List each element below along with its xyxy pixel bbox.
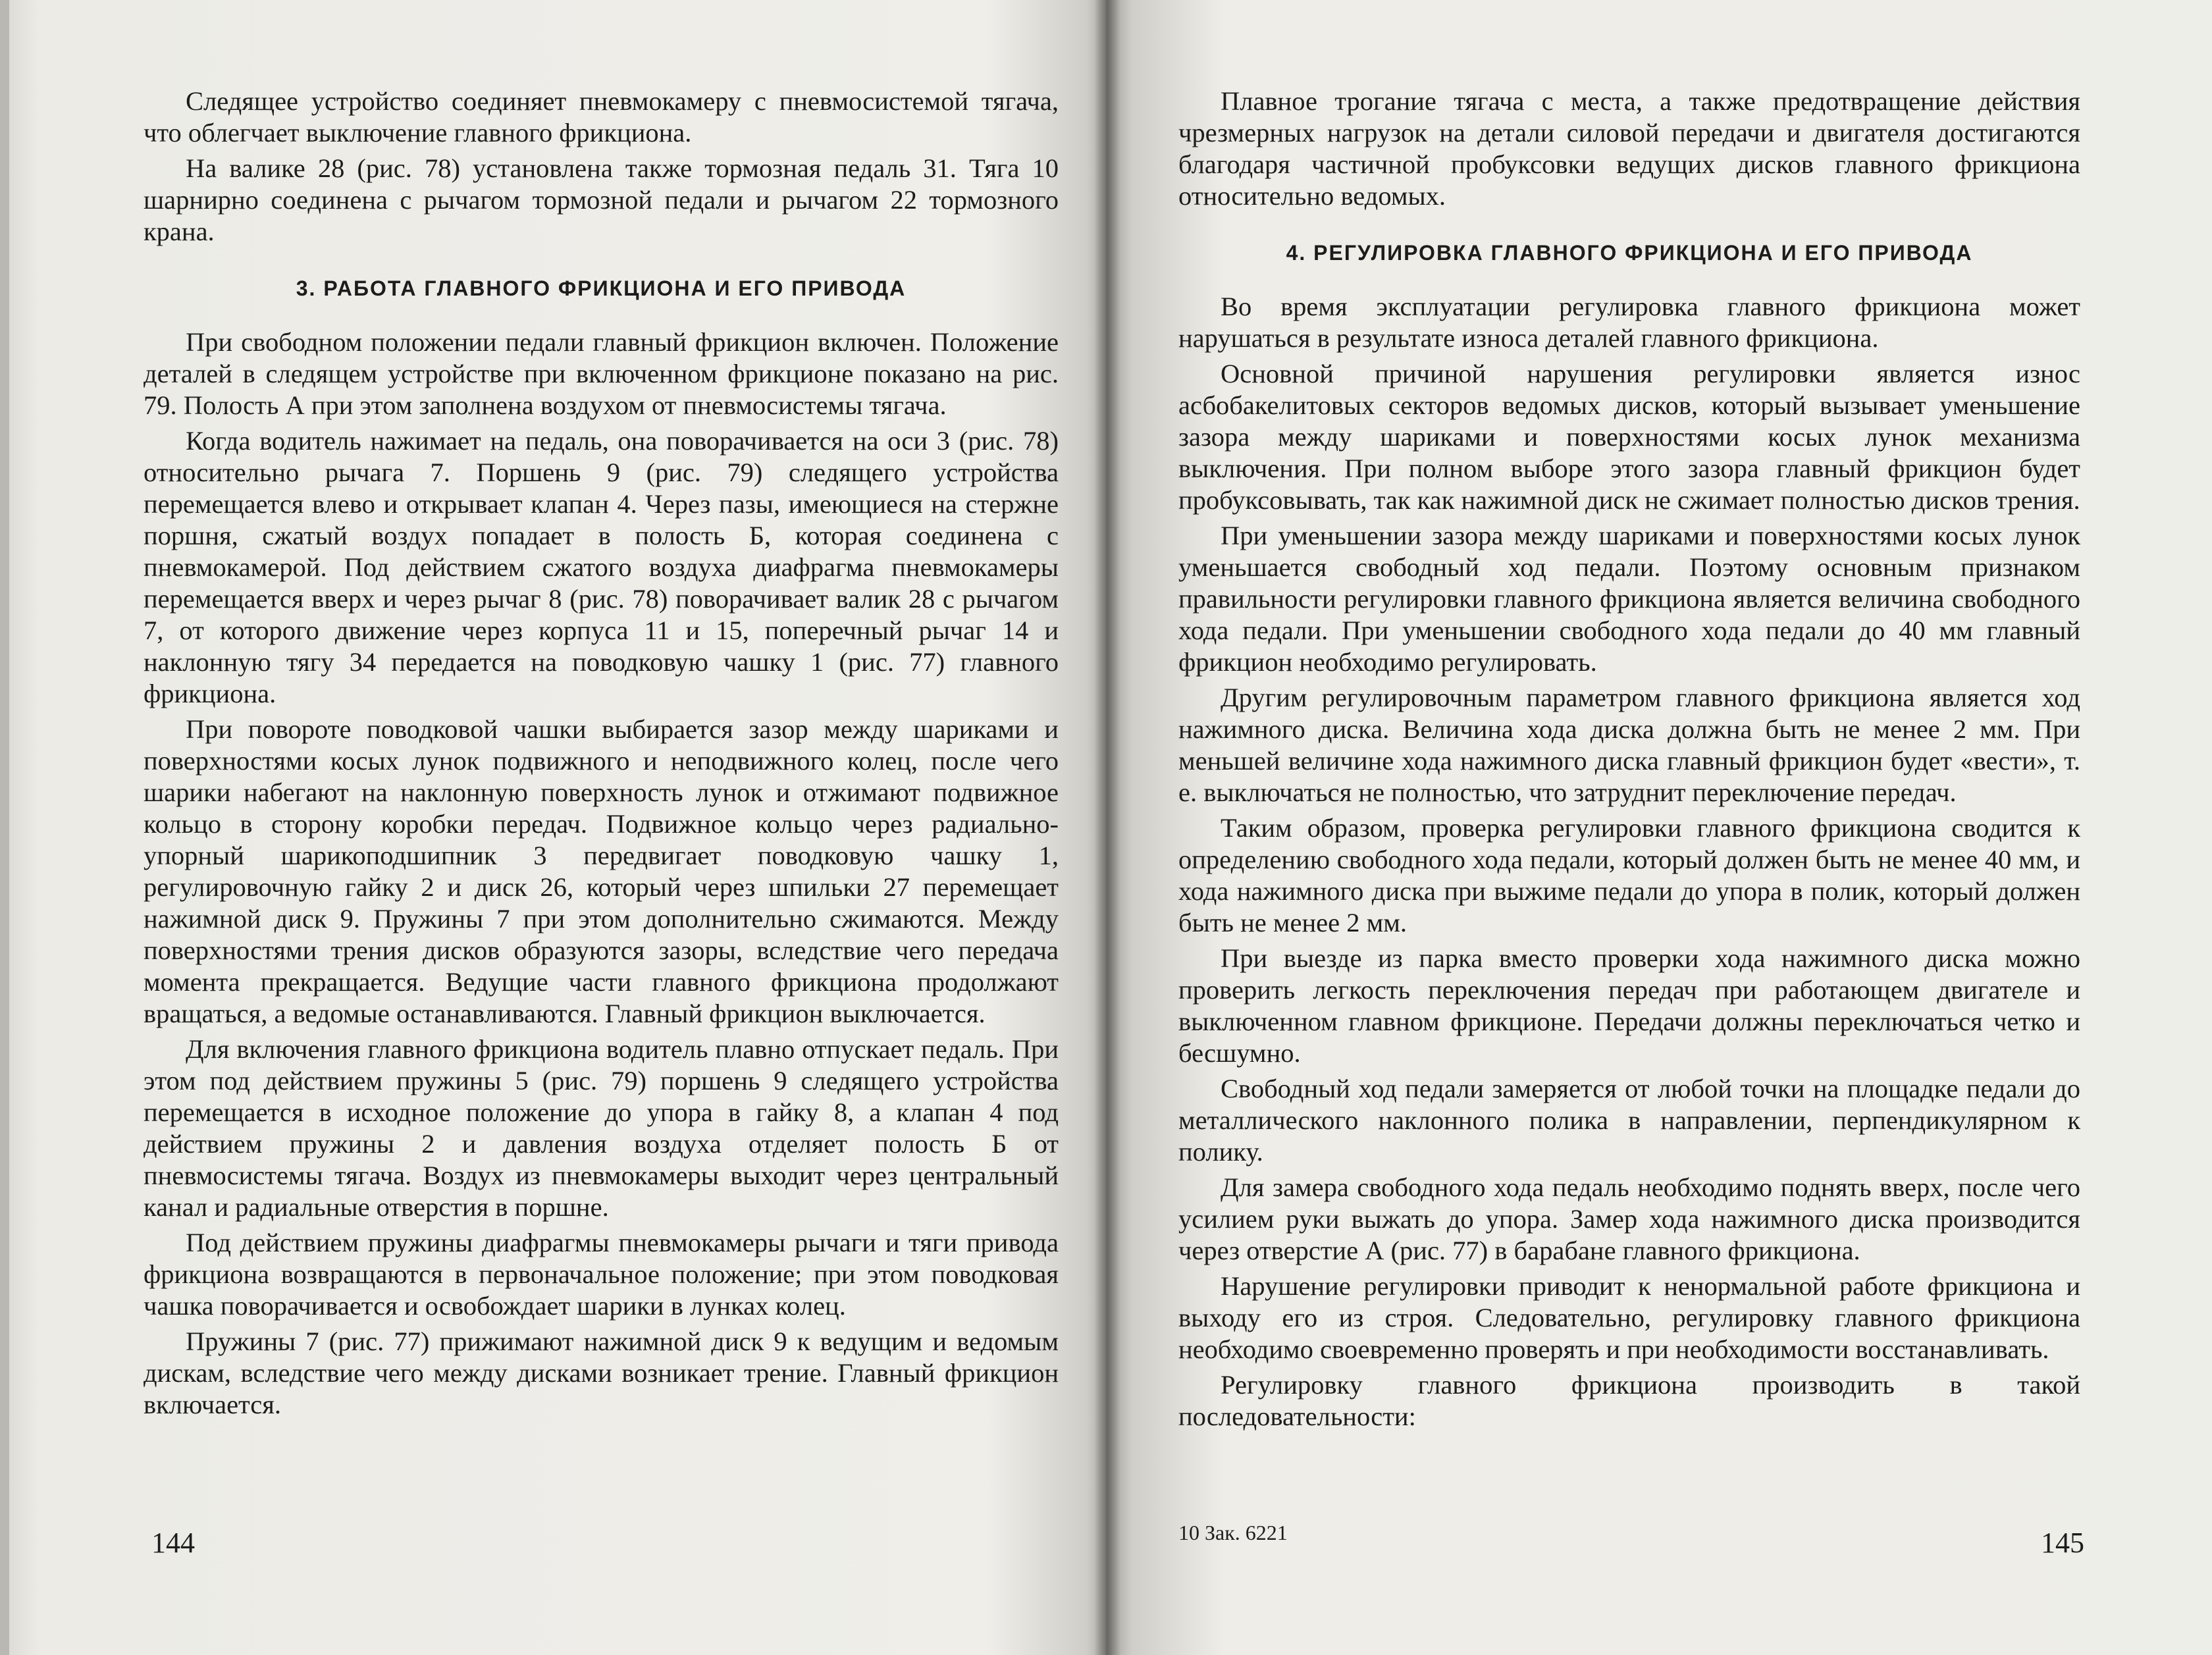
paragraph: Пружины 7 (рис. 77) прижимают нажимной диск 9 к ведущим и ведомым дискам, вследствие чего между дисками возникает трение. Главный фрикцион включается.: [144, 1327, 1059, 1419]
print-signature: 10 Зак. 6221: [1178, 1521, 1288, 1544]
paragraph: При уменьшении зазора между шариками и поверхностями косых лунок уменьшается свободный ход педали. Поэтому основным признаком правильности регулировки главного фрикциона является величина свободного хода педали. При уменьшении свободного хода педали до 40 мм главный фрикцион необходимо регулировать.: [1178, 521, 2080, 677]
page-number-right: 145: [2041, 1527, 2084, 1559]
paragraph: При повороте поводковой чашки выбирается зазор между шариками и поверхностями косых лунок подвижного и неподвижного колец, после чего шарики набегают на наклонную поверхность лунок и отжимают подвижное кольцо в сторону коробки передач. Подвижное кольцо через радиально-упорный шарикоподшипник 3 передвигает поводковую чашку 1, регулировочную гайку 2 и диск 26, который через шпильки 27 перемещает нажимной диск 9. Пружины 7 при этом дополнительно сжимаются. Между поверхностями трения дисков образуются зазоры, вследствие чего передача момента прекращается. Ведущие части главного фрикциона продолжают вращаться, а ведомые останавливаются. Главный фрикцион выключается.: [144, 714, 1059, 1028]
paragraph: При выезде из парка вместо проверки хода нажимного диска можно проверить легкость переключения передач при работающем двигателе и выключенном главном фрикционе. Передачи должны переключаться четко и бесшумно.: [1178, 943, 2080, 1068]
paragraph: На валике 28 (рис. 78) установлена также тормозная педаль 31. Тяга 10 шарнирно соединена с рычагом тормозной педали и рычагом 22 тормозного крана.: [144, 153, 1059, 246]
right-page-text: [1178, 86, 2080, 1436]
paragraph: Когда водитель нажимает на педаль, она поворачивается на оси 3 (рис. 78) относительно рычага 7. Поршень 9 (рис. 79) следящего устройства перемещается влево и открывает клапан 4. Через пазы, имеющиеся на стержне поршня, сжатый воздух попадает в полость Б, которая соединена с пневмокамерой. Под действием сжатого воздуха диафрагма пневмокамеры перемещается вверх и через рычаг 8 (рис. 78) поворачивает валик 28 с рычагом 7, от которого движение через корпуса 11 и 15, поперечный рычаг 14 и наклонную тягу 34 передается на поводковую чашку 1 (рис. 77) главного фрикциона.: [144, 426, 1059, 708]
paragraph: Таким образом, проверка регулировки главного фрикциона сводится к определению свободного хода педали, который должен быть не менее 40 мм, и хода нажимного диска при выжиме педали до упора в полик, который должен быть не менее 2 мм.: [1178, 813, 2080, 937]
book-edge: [0, 0, 9, 1655]
paragraph: Следящее устройство соединяет пневмокамеру с пневмосистемой тягача, что облегчает выключение главного фрикциона.: [144, 86, 1059, 147]
paragraph: Основной причиной нарушения регулировки является износ асбобакелитовых секторов ведомых дисков, который вызывает уменьшение зазора между шариками и поверхностями косых лунок механизма выключения. При полном выборе этого зазора главный фрикцион будет пробуксовывать, так как нажимной диск не сжимает полностью дисков трения.: [1178, 359, 2080, 515]
paragraph: Плавное трогание тягача с места, а также предотвращение действия чрезмерных нагрузок на детали силовой передачи и двигателя достигаются благодаря частичной пробуксовки ведущих дисков главного фрикциона относительно ведомых.: [1178, 86, 2080, 211]
paragraph: При свободном положении педали главный фрикцион включен. Положение деталей в следящем устройстве при включенном фрикционе показано на рис. 79. Полость А при этом заполнена воздухом от пневмосистемы тягача.: [144, 327, 1059, 420]
left-page-text: [144, 86, 1059, 1425]
paragraph: Другим регулировочным параметром главного фрикциона является ход нажимного диска. Величина хода диска должна быть не менее 2 мм. При меньшей величине хода нажимного диска главный фрикцион будет «вести», т. е. выключаться не полностью, что затруднит переключение передач.: [1178, 683, 2080, 807]
book-spine: [1094, 0, 1120, 1655]
page-number-left: 144: [151, 1527, 195, 1559]
paragraph: Для включения главного фрикциона водитель плавно отпускает педаль. При этом под действием пружины 5 (рис. 79) поршень 9 следящего устройства перемещается в исходное положение до упора в гайку 8, а клапан 4 под действием пружины 2 и давления воздуха отделяет полость Б от пневмосистемы тягача. Воздух из пневмокамеры выходит через центральный канал и радиальные отверстия в поршне.: [144, 1034, 1059, 1222]
paragraph: Во время эксплуатации регулировка главного фрикциона может нарушаться в результате износа деталей главного фрикциона.: [1178, 292, 2080, 353]
paragraph: Свободный ход педали замеряется от любой точки на площадке педали до металлического наклонного полика в направлении, перпендикулярном к полику.: [1178, 1074, 2080, 1167]
paragraph: Под действием пружины диафрагмы пневмокамеры рычаги и тяги привода фрикциона возвращаются в первоначальное положение; при этом поводковая чашка поворачивается и освобождает шарики в лунках колец.: [144, 1228, 1059, 1321]
paragraph: Нарушение регулировки приводит к ненормальной работе фрикциона и выходу его из строя. Следовательно, регулировку главного фрикциона необходимо своевременно проверять и при необходимости восстанавливать.: [1178, 1271, 2080, 1364]
paragraph: Для замера свободного хода педаль необходимо поднять вверх, после чего усилием руки выжать до упора. Замер хода нажимного диска производится через отверстие А (рис. 77) в барабане главного фрикциона.: [1178, 1172, 2080, 1265]
paragraph: Регулировку главного фрикциона производить в такой последовательности:: [1178, 1370, 2080, 1431]
section-heading: 3. РАБОТА ГЛАВНОГО ФРИКЦИОНА И ЕГО ПРИВОДА: [296, 276, 907, 300]
section-heading: 4. РЕГУЛИРОВКА ГЛАВНОГО ФРИКЦИОНА И ЕГО ПРИВОДА: [1286, 241, 1973, 265]
